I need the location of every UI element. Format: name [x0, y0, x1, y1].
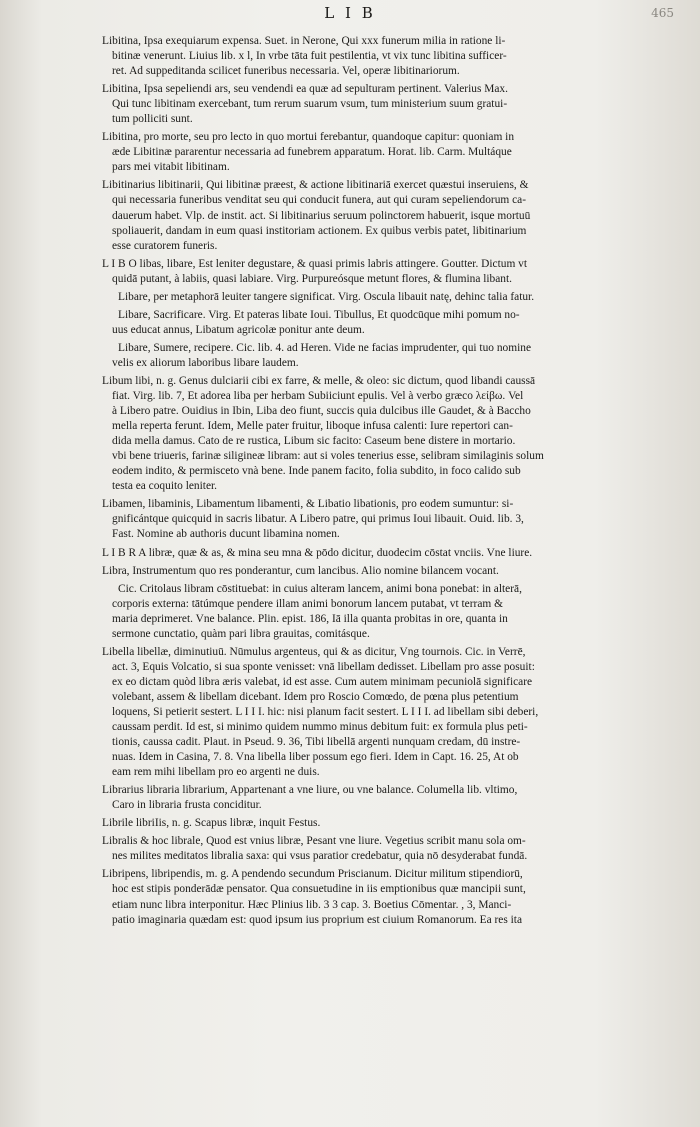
text-line: nes milites meditatos libralia saxa: qui vsus paratior credebatur, quia nō desyderabat fundā. [112, 850, 528, 863]
running-head: L I B [324, 4, 376, 22]
text-line: sermone cunctatio, quàm pari libra grauitas, comitásque. [112, 627, 370, 640]
dictionary-entry [102, 564, 664, 579]
dictionary-entry [102, 816, 664, 831]
text-line: æde Libitinæ pararentur necessaria ad funebrem apparatum. Horat. lib. Carm. Multáque [112, 146, 512, 159]
text-line: velis ex aliorum laboribus libare laudem. [112, 356, 299, 369]
text-line: spoliauerit, dandam in eum quasi institoriam actionem. Ex quibus verbis patet, libitinarium [112, 224, 527, 237]
text-line: hoc est stipis ponderādæ pensator. Qua consuetudine in iis emptionibus quæ mancipii sunt, [112, 883, 526, 896]
text-line: Libare, Sumere, recipere. Cic. lib. 4. ad Heren. Vide ne facias imprudenter, qui tuo nomine [118, 341, 531, 354]
text-line: Libralis & hoc librale, Quod est vnius libræ, Pesant vne liure. Vegetius scribit manu sola om- [102, 835, 526, 848]
text-line: Libare, Sacrificare. Virg. Et pateras libate Ioui. Tibullus, Et quodcūque mihi pomum no- [118, 308, 520, 321]
text-line: à Libero patre. Ouidius in Ibin, Liba deo fiunt, succis quia dulcibus ille Gaudet, & à Baccho [112, 405, 531, 418]
text-line: tionis, caussa cadit. Plaut. in Pseud. 9. 36, Tibi libellā argenti nunquam credam, dū instre- [112, 736, 521, 749]
dictionary-entry [102, 867, 664, 927]
page-number: 465 [651, 6, 674, 20]
dictionary-entry [102, 82, 664, 127]
text-line: gnificántque quicquid in sacris libatur. A Libero patre, qui primus Ioui libauit. Ouid. lib. 3, [112, 513, 524, 526]
text-line: qui necessaria funeribus venditat seu qui conducit funera, aut qui curam sepeliendorum ca- [112, 194, 527, 207]
dictionary-entry [102, 497, 664, 542]
text-line: Librarius libraria librarium, Appartenant a vne liure, ou vne balance. Columella lib. vltimo, [102, 784, 518, 797]
dictionary-entry [102, 374, 664, 494]
text-line: Librile libriIis, n. g. Scapus libræ, inquit Festus. [102, 817, 321, 830]
text-line: Cic. Critolaus libram cōstituebat: in cuius alteram lancem, animi bona ponebat: in alterā, [118, 582, 522, 595]
dictionary-entry [102, 130, 664, 175]
text-line: Libripens, libripendis, m. g. A pendendo secundum Priscianum. Dicitur militum stipendiorū, [102, 868, 523, 881]
text-line: dida mella damus. Cato de re rustica, Libum sic facito: Caseum bene distere in mortario. [112, 435, 516, 448]
dictionary-entry [102, 546, 664, 561]
dictionary-entry [102, 308, 664, 338]
text-line: vbi bene triueris, farinæ siligineæ libram: aut si voles tenerius esse, selibram similaginis solum [112, 450, 544, 463]
text-line: corporis externa: tātúmque pendere illam animi bonorum lancem putabat, vt terram & [112, 597, 503, 610]
text-line: esse curatorem funeris. [112, 239, 218, 252]
text-line: Caro in libraria frusta conciditur. [112, 799, 262, 812]
text-line: testa ea coquito leniter. [112, 480, 218, 493]
text-line: act. 3, Equis Volcatio, si sua sponte venisset: vnā libellam dedisset. Libellam pro asse posuit: [112, 660, 535, 673]
dictionary-entry [102, 257, 664, 287]
text-line: pars mei vitabit libitinam. [112, 161, 230, 174]
text-line: eodem indito, & permisceto vnà bene. Inde panem facito, folia subdito, in foco calido sub [112, 465, 521, 478]
dictionary-entry [102, 645, 664, 780]
dictionary-entry [102, 582, 664, 642]
text-line: Fast. Nomine ab authoris ducunt libamina nomen. [112, 528, 340, 541]
text-line: Libamen, libaminis, Libamentum libamenti, & Libatio libationis, pro eodem sumuntur: si- [102, 498, 514, 511]
text-line: eam rem mihi libellam pro eo argenti ne duis. [112, 766, 320, 779]
text-line: etiam nunc libra interponitur. Hæc Plinius lib. 3 3 cap. 3. Boetius Cōmentar. , 3, Manci- [112, 898, 512, 911]
text-line: mella reperta ferunt. Idem, Melle pater fruitur, liboque infusa calenti: Iure repertori can- [112, 420, 513, 433]
text-line: L I B O libas, libare, Est leniter degustare, & quasi primis labris attingere. Goutter. Dictum vt [102, 257, 528, 270]
text-line: uus educat annus, Libatum agricolæ ponitur ante deum. [112, 323, 365, 336]
text-line: Libitina, pro morte, seu pro lecto in quo mortui ferebantur, quandoque capitur: quoniam in [102, 131, 515, 144]
text-line: Libare, per metaphorā leuiter tangere significat. Virg. Oscula libauit natę, dehinc talia fatur. [118, 290, 535, 303]
text-line: nuas. Idem in Casina, 7. 8. Vna libella liber possum ego fieri. Idem in Capt. 16. 25, At ob [112, 751, 519, 764]
text-line: quidā putant, à labiis, quasi labiare. Virg. Purpureósque metunt flores, & flumina libant. [112, 272, 513, 285]
text-line: bitinæ venerunt. Liuius lib. x l, In vrbe tāta fuit pestilentia, vt vix tunc libitina sufficer- [112, 50, 507, 63]
text-line: maria deprimeret. Vne balance. Plin. epist. 186, Iā illa quanta probitas in ore, quanta in [112, 612, 508, 625]
dictionary-entry [102, 783, 664, 813]
text-line: Libitina, Ipsa sepeliendi ars, seu vendendi ea quæ ad sepulturam pertinent. Valerius Max. [102, 83, 508, 96]
dictionary-entry [102, 834, 664, 864]
dictionary-entry [102, 34, 664, 79]
text-line: tum polliciti sunt. [112, 113, 193, 126]
text-line: ex eo dictam quòd libra æris valebat, id est asse. Cum autem minimam pecuniolā significare [112, 675, 533, 688]
dictionary-text [102, 34, 664, 928]
text-line: Libum libi, n. g. Genus dulciarii cibi ex farre, & melle, & oleo: sic dictum, quod libandi caussā [102, 374, 536, 387]
text-line: volebant, assem & libellam dicebant. Idem pro Roscio Comœdo, de pœna plus petentium [112, 690, 519, 703]
text-line: fiat. Virg. lib. 7, Et adorea liba per herbam Subiiciunt epulis. Vel à verbo græco λείβω. Vel [112, 390, 524, 403]
text-line: dauerum habet. Vlp. de instit. act. Si libitinarius seruum polinctorem habuerit, isque mortuū [112, 209, 531, 222]
dictionary-entry [102, 341, 664, 371]
text-line: loquens, Si petierit sestert. L I I I. hic: nisi planum facit sestert. L I I I. ad libellam sibi deberi, [112, 705, 539, 718]
text-line: ret. Ad suppeditanda scilicet funeribus necessaria. Vel, operæ libitinariorum. [112, 65, 460, 78]
text-line: Libitinarius libitinarii, Qui libitinæ præest, & actione libitinariā exercet quæstui inseruiens, & [102, 179, 529, 192]
text-line: L I B R A libræ, quæ & as, & mina seu mna & pōdo dicitur, duodecim cōstat vnciis. Vne liure. [102, 546, 533, 559]
text-line: Libella libellæ, diminutiuū. Nūmulus argenteus, qui & as dicitur, Vng tournois. Cic. in Verrē, [102, 645, 526, 658]
text-line: Qui tunc libitinam exercebant, tum rerum suarum vsum, tum ministerium suum gratui- [112, 98, 508, 111]
text-line: Libra, Instrumentum quo res ponderantur, cum lancibus. Alio nomine bilancem vocant. [102, 564, 499, 577]
text-line: caussam perdit. Id est, si minimo quidem nummo minus debitum fuit: ex formula plus peti- [112, 721, 528, 734]
dictionary-entry [102, 290, 664, 305]
text-line: patio imaginaria quædam est: quod ipsum ius proprium est ciuium Romanorum. Ea res ita [112, 913, 522, 926]
dictionary-entry [102, 178, 664, 253]
text-line: Libitina, Ipsa exequiarum expensa. Suet. in Nerone, Qui xxx funerum milia in ratione li- [102, 35, 506, 47]
